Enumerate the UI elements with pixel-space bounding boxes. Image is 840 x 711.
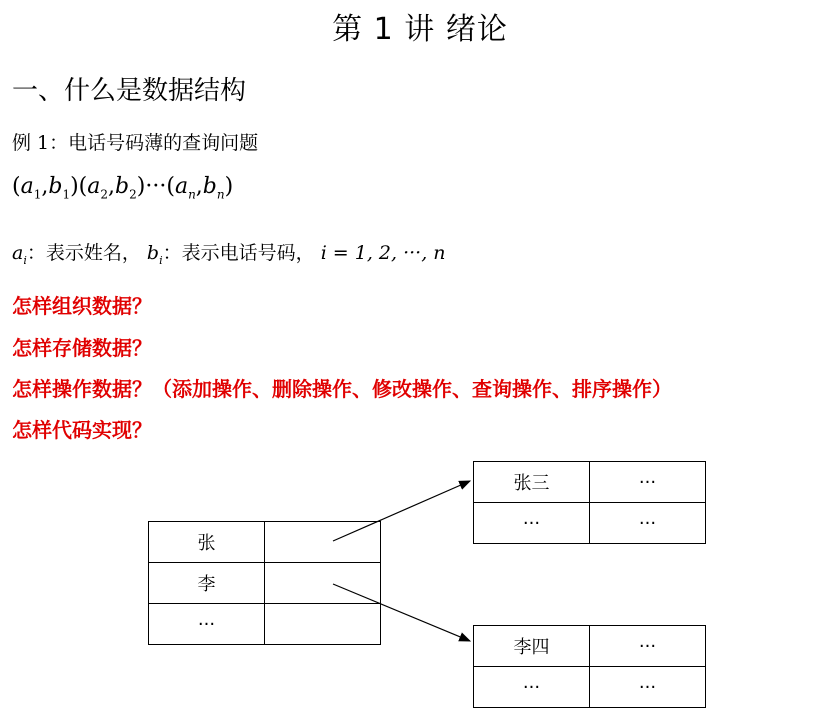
table-cell: ···: [474, 667, 590, 708]
page-title: 第 1 讲 绪论: [332, 12, 508, 47]
table-cell: 李: [149, 563, 265, 604]
example-statement: 例 1：电话号码薄的查询问题: [12, 132, 259, 154]
arrow-to-li-table: [333, 584, 470, 641]
table-cell: ···: [590, 667, 706, 708]
record-sequence-formula: $(a_1,b_1)(a_2,b_2)\cdot\cdot\cdot(a_n,b_n)$: [12, 174, 234, 202]
table-cell: ···: [590, 503, 706, 544]
table-cell: 李四: [474, 626, 590, 667]
table-cell: ···: [149, 604, 265, 645]
question-implement: 怎样代码实现？: [12, 418, 152, 442]
question-store: 怎样存储数据？: [12, 336, 152, 360]
question-organize: 怎样组织数据？: [12, 294, 152, 318]
table-cell: 张: [149, 522, 265, 563]
question-operate: 怎样操作数据？（添加操作、删除操作、修改操作、查询操作、排序操作）: [12, 377, 672, 401]
variable-definitions: $a_i$：表示姓名， $b_i$：表示电话号码， i = 1, 2, ···, n: [12, 242, 446, 267]
arrow-to-zhang-table: [333, 481, 470, 541]
table-cell: 张三: [474, 462, 590, 503]
table-cell: ···: [474, 503, 590, 544]
table-cell: ···: [590, 626, 706, 667]
section-heading: 一、什么是数据结构: [12, 76, 247, 106]
table-cell: ···: [590, 462, 706, 503]
